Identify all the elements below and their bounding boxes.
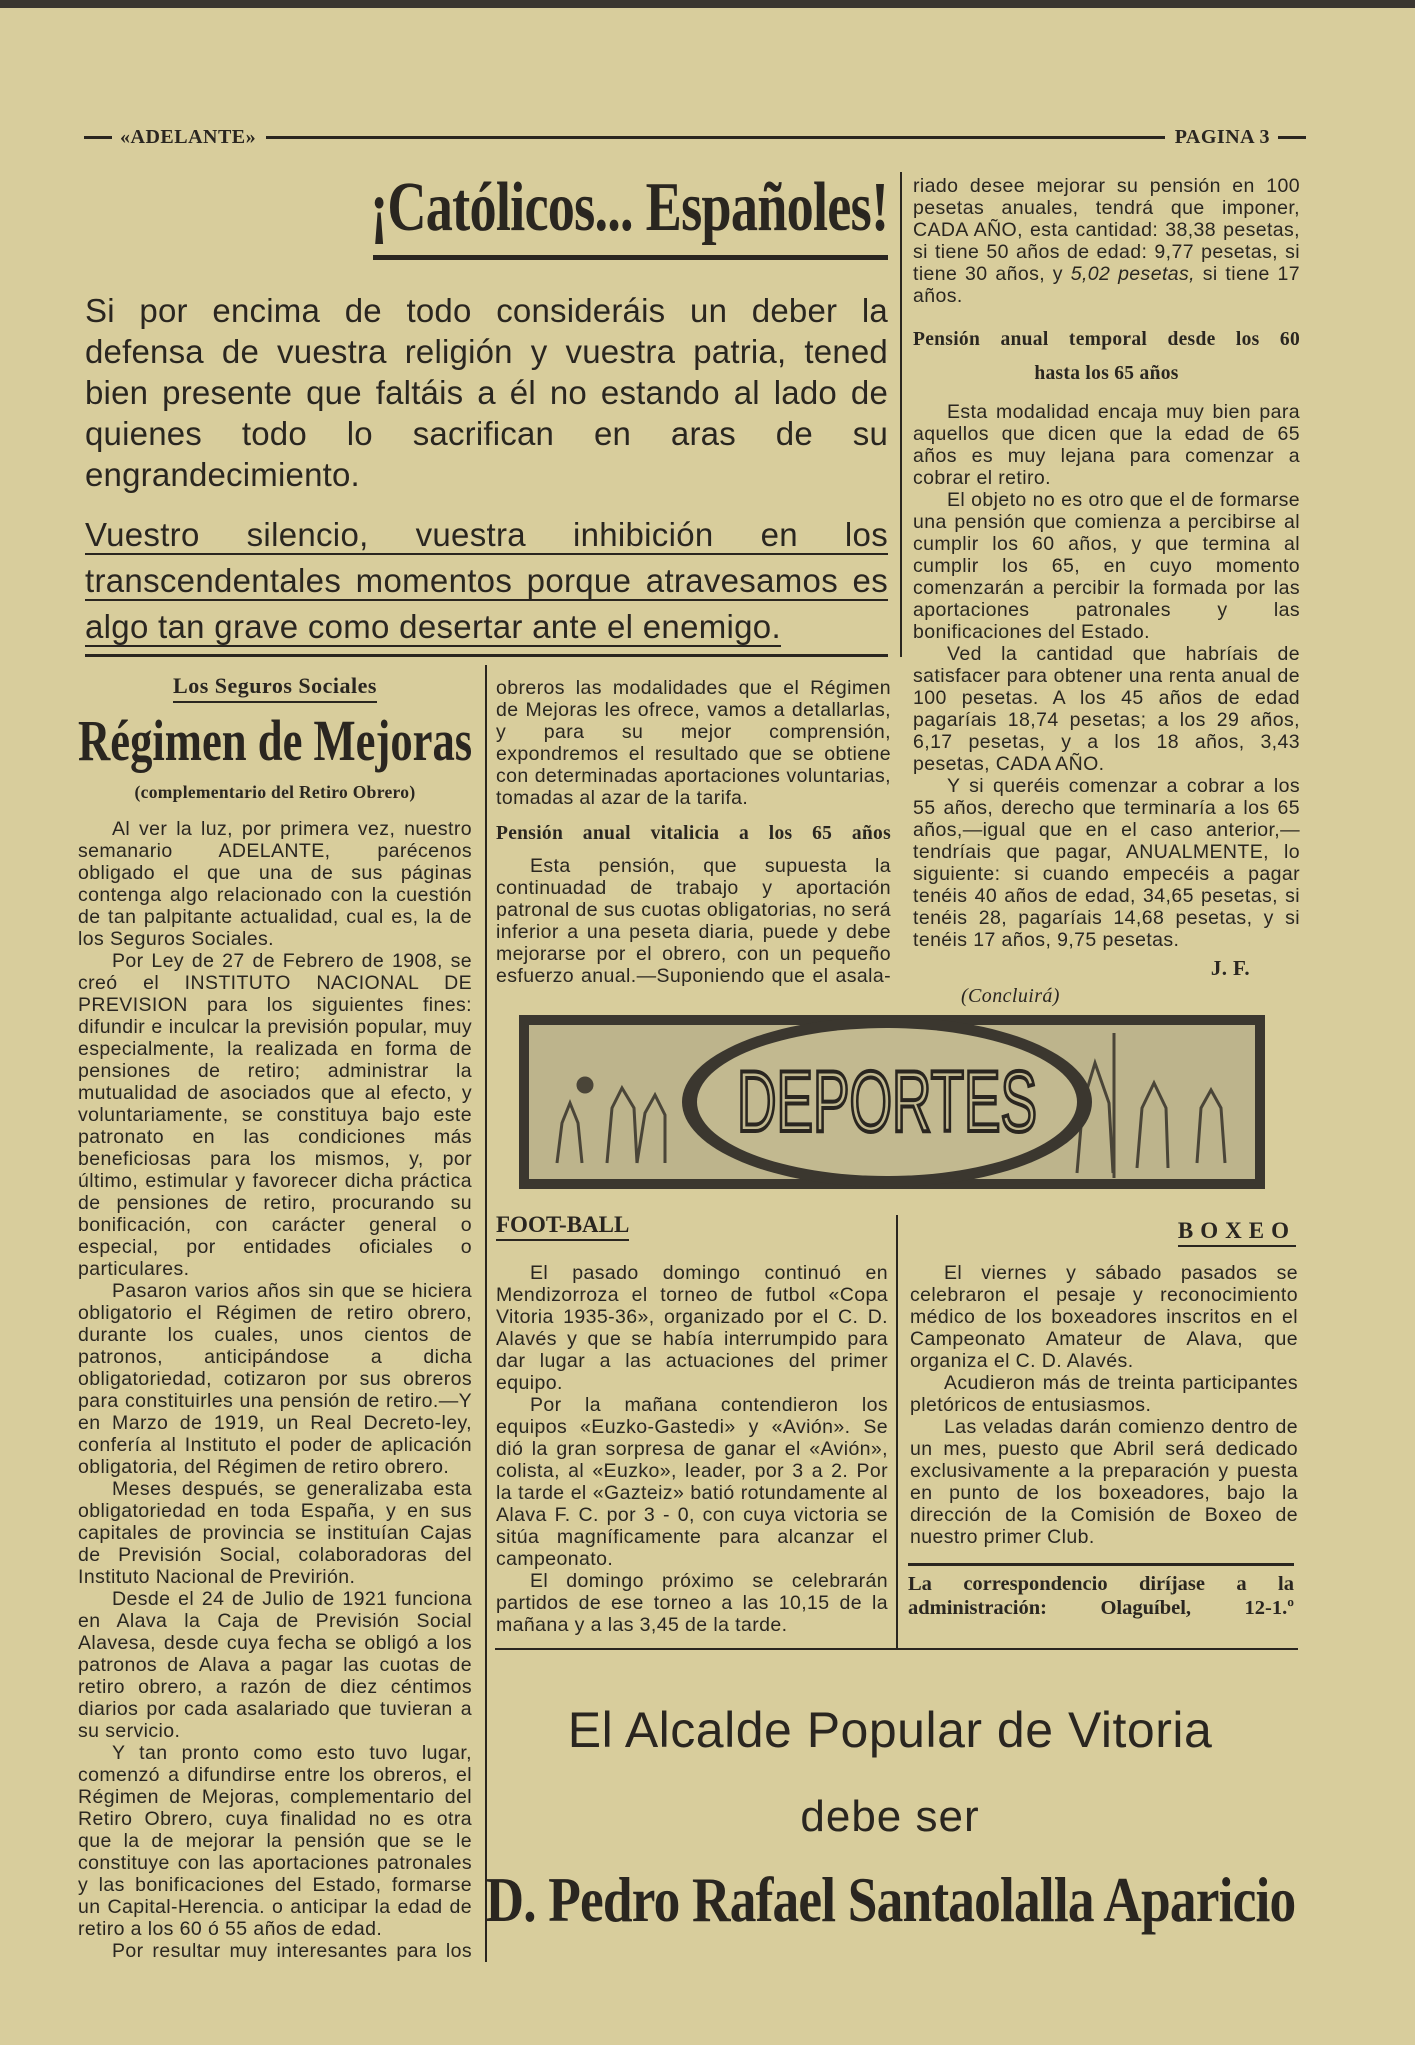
article-paragraph: Las veladas darán comienzo dentro de un mes, puesto que Abril será dedicado exclusivamente a la preparación y puesta en punto de los boxeadores, bajo la dirección de la Comisión de Boxeo de nuestro primer Club.	[910, 1416, 1298, 1548]
article-right-column	[913, 175, 1300, 1009]
article-paragraph: Y tan pronto como esto tuvo lugar, comenzó a difundirse entre los obreros, el Régimen de Mejoras, complementario del Retiro Obrero, cuya finalidad no es otra que la de mejorar la pensión que se le constituye con las aportaciones patronales y las bonificaciones del Estado, formarse un Capital-Herencia. o anticipar la edad de retiro a los 60 ó 55 años de edad.	[78, 1742, 472, 1940]
article-paragraph: Por Ley de 27 de Febrero de 1908, se creó el INSTITUTO NACIONAL DE PREVISION para los siguientes fines: difundir e inculcar la previsión popular, muy especialmente, la realizada en forma de pensiones de retiro; administrar la mutualidad de asociados que al efecto, y voluntariamente, se constituya bajo este patronato en las condiciones más beneficiosas para los mismos, y, por último, estimular y favorecer dicha práctica de pensiones de retiro, procurando su bonificación, con carácter general o especial, por entidades oficiales o particulares.	[78, 950, 472, 1280]
article-paragraph: Esta pensión, que supuesta la continuadad de trabajo y aportación patronal de sus cuotas obligatorias, no será inferior a una peseta diaria, puede y debe mejorarse por el obrero, con un pequeño esfuerzo anual.—Suponiendo que el asala-	[496, 855, 891, 987]
correspondence-notice: La correspondencio diríjase a la administración: Olaguíbel, 12-1.º	[908, 1573, 1294, 1619]
ad-line-1: El Alcalde Popular de Vitoria	[567, 1702, 1213, 1758]
article-paragraph: Y si queréis comenzar a cobrar a los 55 años, derecho que terminaría a los 65 años,—igual que en el caso anterior,—tendríais que pagar, ANUALMENTE, lo siguiente: si cuando empecéis a pagar tenéis 40 años de edad, 34,65 pesetas, si tenéis 28, pagaríais 14,68 pesetas, y si tenéis 17 años, 9,75 pesetas.	[913, 775, 1300, 951]
column-rule	[896, 1215, 898, 1648]
article-paragraph: Por la mañana contendieron los equipos «Euzko-Gastedi» y «Avión». Se dió la gran sorpresa de ganar el «Avión», colista, al «Euzko», leader, por 3 a 2. Por la tarde el «Gazteiz» batió rotundamente al Alava F. C. por 3 - 0, con cuya victoria se sitúa magníficamente para alcanzar el campeonato.	[496, 1394, 888, 1570]
subheading-temporal: Pensión anual temporal desde los 60	[913, 329, 1300, 350]
ad-line-2: debe ser	[800, 1792, 980, 1841]
article-paragraph: Desde el 24 de Julio de 1921 funciona en Alava la Caja de Previsión Social Alavesa, desde cuya fecha se obligó a los patronos de Alava a pagar las cuotas de retiro obrero, a razón de diez céntimos diarios por cada asalariado que tuvieran a su servicio.	[78, 1588, 472, 1742]
article-title: Régimen de Mejoras	[77, 708, 473, 773]
football-heading: FOOT-BALL	[496, 1210, 629, 1240]
catolicos-intro: Si por encima de todo consideráis un deber la defensa de vuestra religión y vuestra patria, tened bien presente que faltáis a él no estando al lado de quienes todo lo sacrifican en aras de su engrandecimiento.	[85, 292, 888, 493]
article-paragraph: Al ver la luz, por primera vez, nuestro semanario ADELANTE, parécenos obligado el que una de sus páginas contenga algo relacionado con la cuestión de tan palpitante actualidad, cual es, la de los Seguros Sociales.	[78, 818, 472, 950]
header-dash	[84, 136, 112, 139]
article-paragraph: Ved la cantidad que habríais de satisfacer para obtener una renta anual de 100 pesetas. A los 45 años de edad pagaríais 18,74 pesetas; a los 29 años, 6,17 pesetas, y a los 18 años, 3,43 pesetas, CADA AÑO.	[913, 643, 1300, 775]
article-middle-column	[496, 677, 891, 987]
ad-candidate-name: D. Pedro Rafael Santaolalla Aparicio	[485, 1864, 1295, 1935]
deportes-banner	[517, 1013, 1267, 1191]
subheading-vitalicia: Pensión anual vitalicia a los 65 años	[496, 823, 891, 844]
article-paragraph: riado desee mejorar su pensión en 100 pesetas anuales, tendrá que imponer, CADA AÑO, esta cantidad: 38,38 pesetas, si tiene 50 años de edad: 9,77 pesetas, si tiene 30 años, y 5,02 pesetas, si tiene 17 años.	[913, 175, 1300, 307]
section-rule	[495, 1648, 1298, 1650]
boxeo-heading: BOXEO	[1140, 1216, 1296, 1246]
boxeo-article	[910, 1262, 1298, 1548]
article-kicker: Los Seguros Sociales	[78, 671, 472, 701]
article-paragraph: obreros las modalidades que el Régimen de Mejoras les ofrece, vamos a detallarlas, y para su mejor comprensión, expondremos el resultado que se obtiene con determinadas aportaciones voluntarias, tomadas al azar de la tarifa.	[496, 677, 891, 809]
page-top-edge	[0, 0, 1415, 8]
article-paragraph: Meses después, se generalizaba esta obligatoriedad en toda España, y en sus capitales de provincia se instituían Cajas de Previsión Social, colaboradoras del Instituto Nacional de Previrión.	[78, 1478, 472, 1588]
article-paragraph: Por resultar muy interesantes para los	[112, 1940, 472, 1962]
article-subtitle: (complementario del Retiro Obrero)	[134, 782, 416, 802]
football-article	[496, 1262, 888, 1636]
column-rule	[900, 172, 902, 657]
section-rule	[85, 654, 888, 657]
page-header	[84, 124, 1306, 150]
article-paragraph: El pasado domingo continuó en Mendizorroza el torneo de futbol «Copa Vitoria 1935-36», organizado por el C. D. Alavés y que se había interrumpido para dar lugar a las actuaciones del primer equipo.	[496, 1262, 888, 1394]
catolicos-underlined-text: Vuestro silencio, vuestra inhibición en los transcendentales momentos porque atravesamos es algo tan grave como desertar ante el enemigo.	[85, 516, 888, 645]
column-rule	[485, 665, 487, 1962]
headline-rule	[373, 255, 888, 260]
signature: J. F.	[1210, 956, 1250, 980]
publication-name: «ADELANTE»	[120, 125, 257, 148]
header-rule	[266, 136, 1165, 139]
article-paragraph: El objeto no es otro que el de formarse una pensión que comienza a percibirse al cumplir los 60 años, y que termina al cumplir los 65, en cuyo momento comenzarán a percibir la formada por las aportaciones patronales y las bonificaciones del Estado.	[913, 489, 1300, 643]
article-paragraph: El domingo próximo se celebrarán partidos de ese torneo a las 10,15 de la mañana y a las 3,45 de la tarde.	[496, 1570, 888, 1636]
article-paragraph: Pasaron varios años sin que se hiciera obligatorio el Régimen de retiro obrero, durante los cuales, unos cientos de patronos, anticipándose a dicha obligatoriedad, cotizaron por sus obreros para constituirles una pensión de retiro.—Y en Marzo de 1919, un Real Decreto-ley, confería al Instituto el poder de aplicación obligatoria, del Régimen de retiro obrero.	[78, 1280, 472, 1478]
article-paragraph: Esta modalidad encaja muy bien para aquellos que dicen que la edad de 65 años es muy lejana para comenzar a cobrar el retiro.	[913, 401, 1300, 489]
article-paragraph: Acudieron más de treinta participantes pletóricos de entusiasmos.	[910, 1372, 1298, 1416]
subheading-temporal-2: hasta los 65 años	[1034, 363, 1179, 384]
article-paragraph: El viernes y sábado pasados se celebraron el pesaje y reconocimiento médico de los boxeadores inscritos en el Campeonato Amateur de Alava, que organiza el C. D. Alavés.	[910, 1262, 1298, 1372]
continued-note: (Concluirá)	[961, 985, 1060, 1007]
header-dash	[1278, 136, 1306, 139]
temporal-paragraphs	[913, 401, 1300, 951]
banner-logo-text: DEPORTES	[737, 1054, 1037, 1150]
article-left-column	[78, 818, 472, 1962]
correspondence-rule	[908, 1563, 1294, 1566]
catolicos-headline: ¡Católicos... Españoles!	[369, 169, 888, 246]
page-number: PAGINA 3	[1174, 125, 1270, 148]
